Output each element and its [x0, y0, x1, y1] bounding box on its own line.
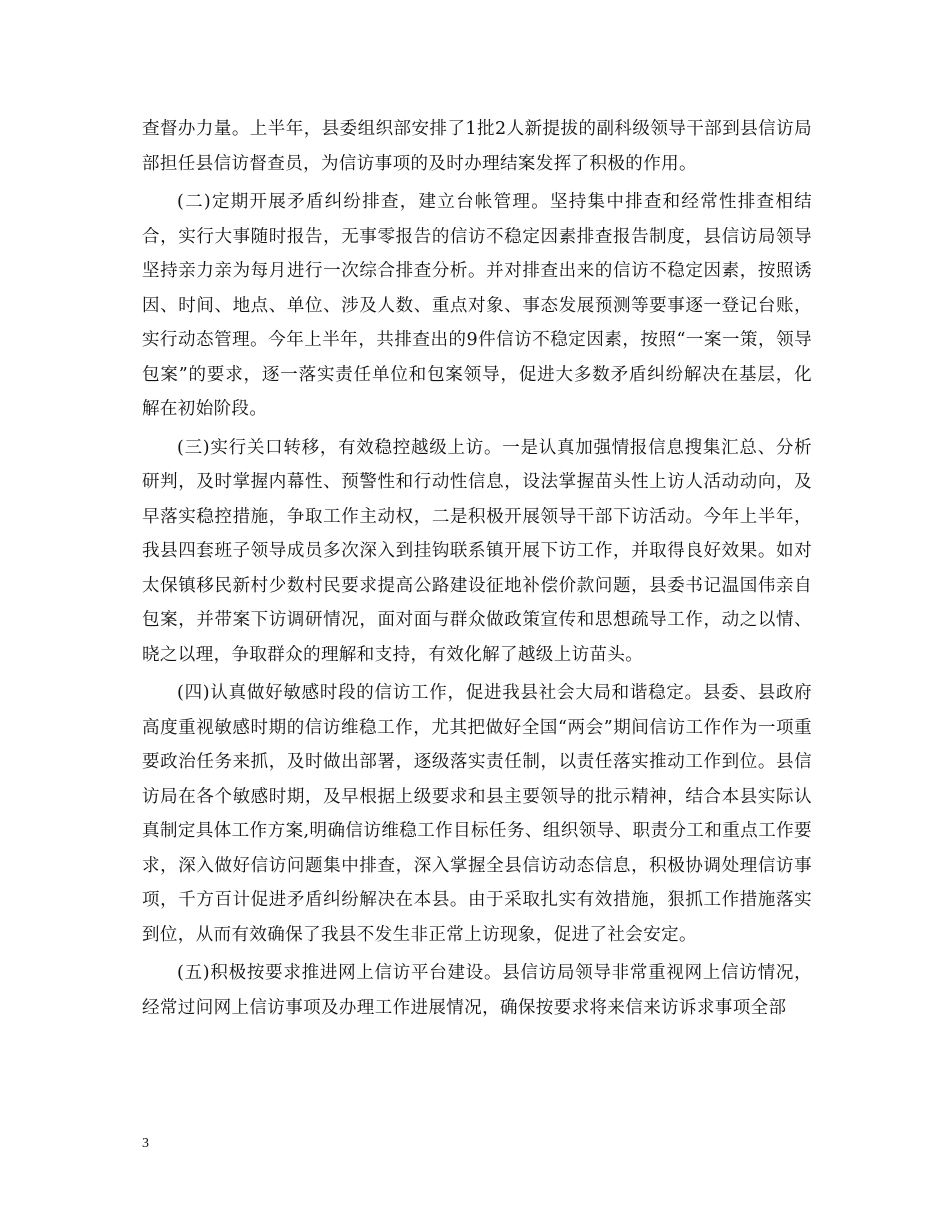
document-body [142, 112, 812, 1029]
paragraph-section-2: (二)定期开展矛盾纠纷排查，建立台帐管理。坚持集中排查和经常性排查相结合，实行大事随时报告，无事零报告的信访不稳定因素排查报告制度，县信访局领导坚持亲力亲为每月进行一次综合排查分析。并对排查出来的信访不稳定因素，按照诱因、时间、地点、单位、涉及人数、重点对象、事态发展预测等要事逐一登记台账，实行动态管理。今年上半年，共排查出的9件信访不稳定因素，按照“一案一策，领导包案”的要求，逐一落实责任单位和包案领导，促进大多数矛盾纠纷解决在基层，化解在初始阶段。 [142, 192, 812, 419]
paragraph-continuation: 查督办力量。上半年，县委组织部安排了1批2人新提拔的副科级领导干部到县信访局部担任县信访督查员，为信访事项的及时办理结案发挥了积极的作用。 [142, 119, 812, 174]
paragraph-section-4: (四)认真做好敏感时段的信访工作，促进我县社会大局和谐稳定。县委、县政府高度重视敏感时期的信访维稳工作，尤其把做好全国“两会”期间信访工作作为一项重要政治任务来抓，及时做出部署，逐级落实责任制，以责任落实推动工作到位。县信访局在各个敏感时期，及早根据上级要求和县主要领导的批示精神，结合本县实际认真制定具体工作方案,明确信访维稳工作目标任务、组织领导、职责分工和重点工作要求，深入做好信访问题集中排查，深入掌握全县信访动态信息，积极协调处理信访事项，千方百计促进矛盾纠纷解决在本县。由于采取扎实有效措施，狠抓工作措施落实到位，从而有效确保了我县不发生非正常上访现象，促进了社会安定。 [142, 683, 812, 945]
paragraph-section-5: (五)积极按要求推进网上信访平台建设。县信访局领导非常重视网上信访情况，经常过问网上信访事项及办理工作进展情况，确保按要求将来信来访诉求事项全部 [142, 963, 812, 1018]
page-number: 3 [142, 1136, 149, 1151]
paragraph-section-3: (三)实行关口转移，有效稳控越级上访。一是认真加强情报信息搜集汇总、分析研判，及时掌握内幕性、预警性和行动性信息，设法掌握苗头性上访人活动动向，及早落实稳控措施，争取工作主动权，二是积极开展领导干部下访活动。今年上半年，我县四套班子领导成员多次深入到挂钩联系镇开展下访工作，并取得良好效果。如对太保镇移民新村少数村民要求提高公路建设征地补偿价款问题，县委书记温国伟亲自包案，并带案下访调研情况，面对面与群众做政策宣传和思想疏导工作，动之以情、晓之以理，争取群众的理解和支持，有效化解了越级上访苗头。 [142, 437, 812, 665]
